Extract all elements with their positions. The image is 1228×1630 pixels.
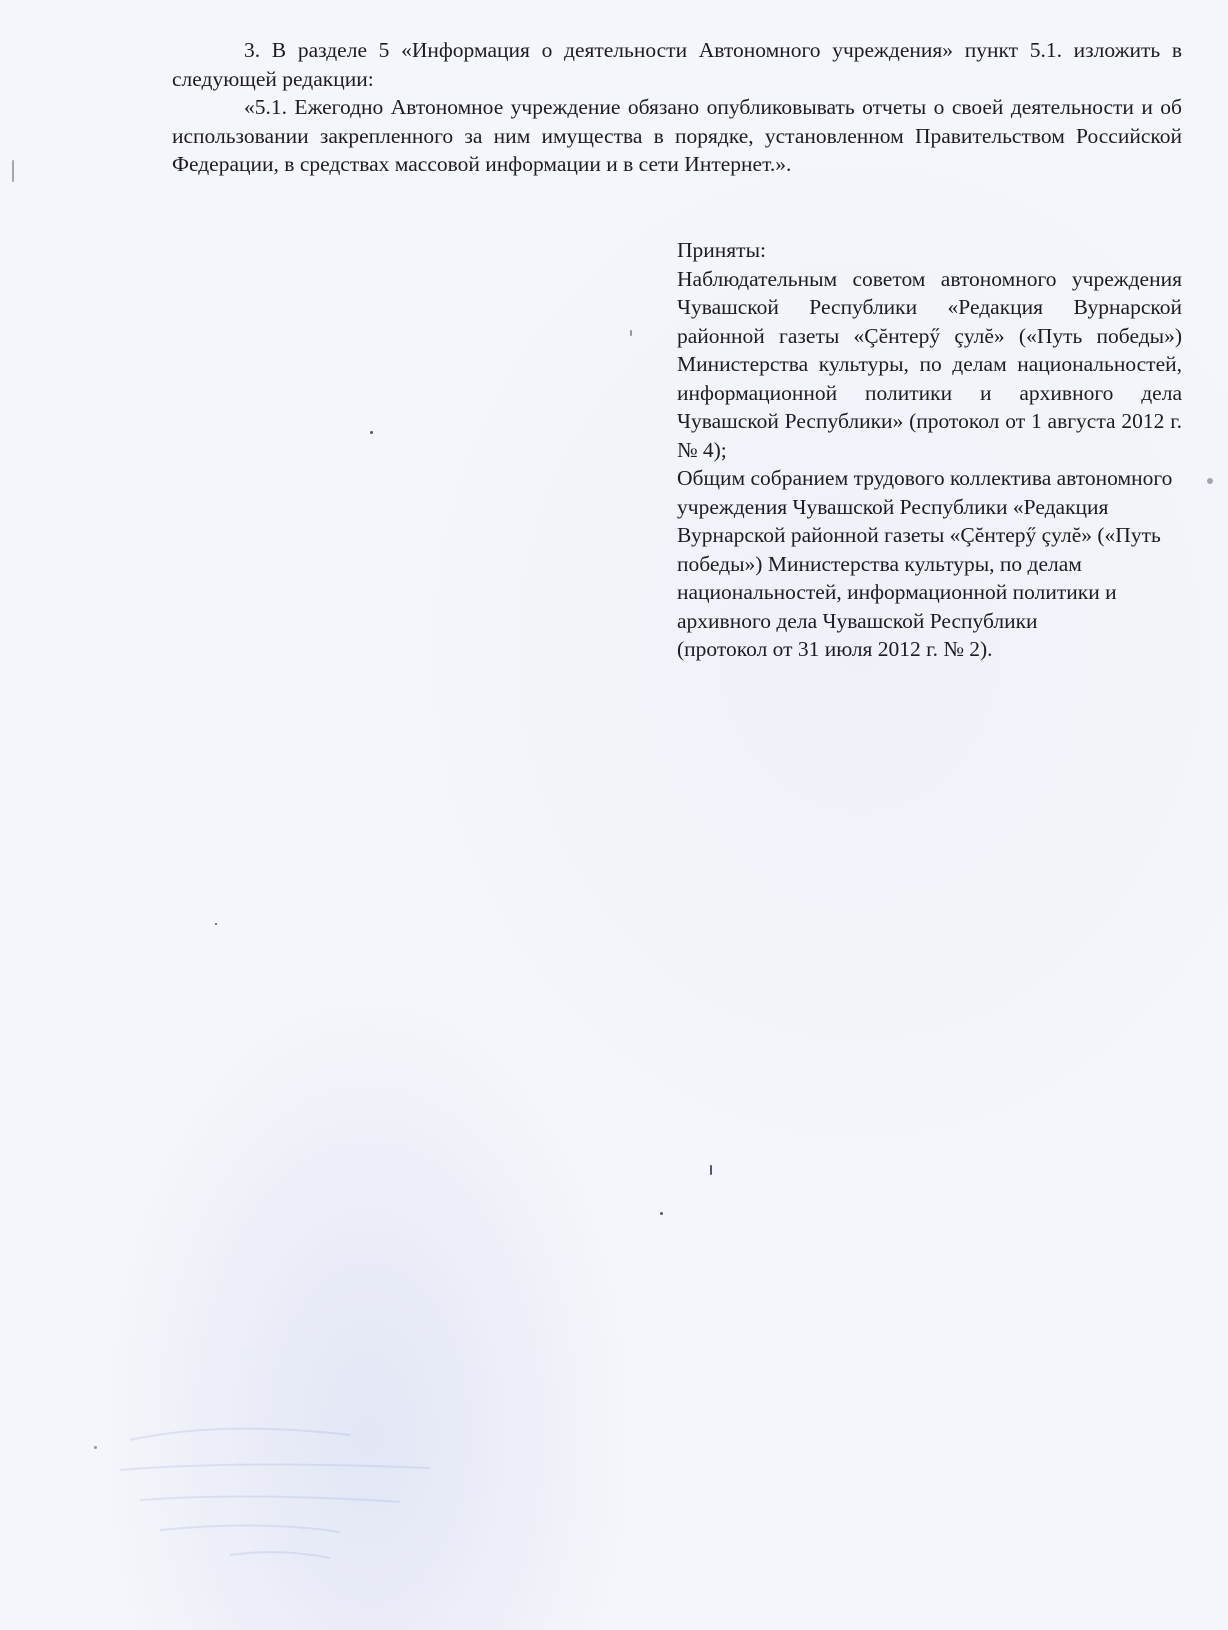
scan-speck bbox=[1207, 478, 1213, 484]
scan-speck bbox=[215, 923, 217, 925]
scan-speck bbox=[370, 431, 373, 434]
amendment-paragraph: 3. В разделе 5 «Информация о деятельности Автономного учреждения» пункт 5.1. изложить в следующей редакции: bbox=[172, 38, 1182, 91]
scan-speck bbox=[660, 1212, 663, 1215]
scan-speck bbox=[12, 160, 14, 182]
approval-heading: Приняты: bbox=[677, 238, 766, 262]
approval-general-meeting: Общим собранием трудового коллектива автономного учреждения Чувашской Республики «Редакция Вурнарской районной газеты «Çĕнтерӳ çулĕ» («Путь победы») Министерства культуры, по делам национальностей, информационной политики и архивного дела Чувашской Республики bbox=[677, 466, 1173, 633]
approval-general-meeting-protocol: (протокол от 31 июля 2012 г. № 2). bbox=[677, 637, 993, 661]
approval-block bbox=[677, 236, 1182, 664]
scan-speck bbox=[710, 1165, 712, 1175]
scan-speck bbox=[94, 1446, 97, 1449]
scan-speck bbox=[630, 330, 632, 336]
amendment-text-paragraph: «5.1. Ежегодно Автономное учреждение обязано опубликовывать отчеты о своей деятельности и об использовании закрепленного за ним имущества в порядке, установленном Правительством Российской Федерации, в средствах массовой информации и в сети Интернет.». bbox=[172, 95, 1182, 176]
faded-stamp-ghost bbox=[100, 1380, 460, 1580]
approval-supervisory-board: Наблюдательным советом автономного учреждения Чувашской Республики «Редакция Вурнарской районной газеты «Çĕнтерӳ çулĕ» («Путь победы») Министерства культуры, по делам национальностей, информационной политики и архивного дела Чувашской Республики» (протокол от 1 августа 2012 г. № 4); bbox=[677, 266, 1182, 462]
